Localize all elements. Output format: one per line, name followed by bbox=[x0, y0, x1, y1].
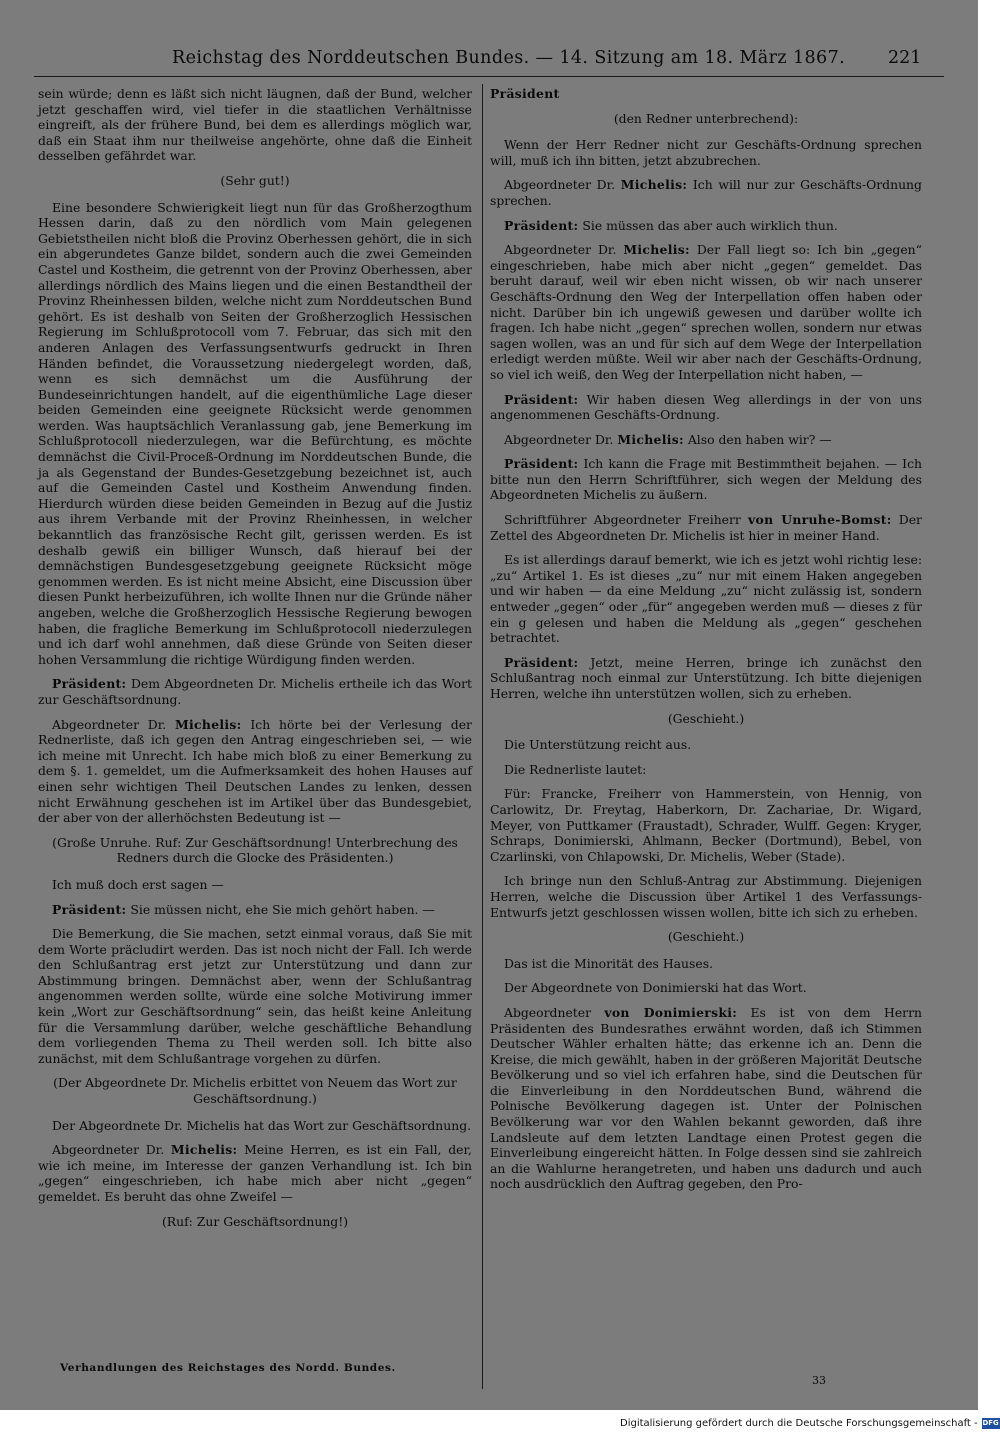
rc-p15 bbox=[490, 762, 922, 778]
speaker-name: Präsident bbox=[490, 86, 560, 101]
paragraph-text: Wenn der Herr Redner nicht zur Geschäfts-Ordnung sprechen will, muß ich ihn bitten, jetzt abzubrechen. bbox=[490, 137, 922, 168]
speaker-name: Präsident: bbox=[504, 217, 579, 233]
paragraph-text: Ich kann die Frage mit Bestimmtheit bejahen. — Ich bitte nun den Herrn Schriftführer, sich wegen der Meldung des Abgeordneten Michelis zu äußern. bbox=[490, 456, 922, 503]
rc-p11 bbox=[490, 552, 922, 646]
dfg-credit bbox=[620, 1416, 1000, 1430]
lc-p11 bbox=[38, 1118, 472, 1134]
paragraph-text: Es ist von dem Herrn Präsidenten des Bundesrathes erwähnt worden, daß ich Stimmen Deutscher Wähler erhalten hätte; das erkenne ich an. Denn die Kreise, die mich gewählt, haben in der größeren Majorität Deutsche Bevölkerung und so viel ich erfahren habe, sind die Deutschen für die Einverleibung in den Norddeutschen Bund, während die Polnische Bevölkerung dagegen ist. Unter der Polnischen Bevölkerung war vor den Wahlen bekannt geworden, daß ihre Landsleute auf dem letzten Landtage einen Protest gegen die Einverleibung eingereicht hätten. In Folge dessen sind sie zahlreich an die Wahlurne herangetreten, und haben uns dadurch und auch noch ausdrücklich den Auftrag gegeben, den Pro- bbox=[490, 1004, 922, 1192]
rc-p9 bbox=[490, 456, 922, 503]
rc-p17 bbox=[490, 873, 922, 920]
paragraph-text: Jetzt, meine Herren, bringe ich zunächst den Schlußantrag noch einmal zur Unterstützung. Ich bitte diejenigen Herren, welche ihn unterstützen wollen, sich zu erheben. bbox=[490, 654, 922, 701]
signature-mark: 33 bbox=[812, 1374, 826, 1387]
lc-p4 bbox=[38, 676, 472, 707]
dfg-logo-icon: DFG bbox=[982, 1419, 999, 1427]
lc-p8 bbox=[38, 902, 472, 918]
rc-p3 bbox=[490, 137, 922, 168]
paragraph-text: Also den haben wir? — bbox=[687, 431, 832, 447]
rc-p7 bbox=[490, 392, 922, 423]
speaker-name: Präsident: bbox=[52, 901, 127, 917]
rc-p5 bbox=[490, 218, 922, 234]
paragraph-text: (Ruf: Zur Geschäftsordnung!) bbox=[161, 1213, 349, 1229]
speaker-prefix: Abgeordneter Dr. bbox=[504, 431, 614, 447]
speaker-name: Präsident: bbox=[504, 391, 579, 407]
speaker-prefix: Abgeordneter Dr. bbox=[504, 242, 617, 258]
paragraph-text: Der Zettel des Abgeordneten Dr. Michelis ist hier in meiner Hand. bbox=[490, 512, 922, 543]
paragraph-text: (Geschieht.) bbox=[667, 710, 745, 726]
paragraph-text: Ich bringe nun den Schluß-Antrag zur Abstimmung. Diejenigen Herren, welche die Discussion über Artikel 1 des Verfassungs-Entwurfs jetzt geschlossen wissen wollen, bitte ich sich zu erheben. bbox=[490, 873, 922, 920]
speaker-name: Präsident: bbox=[504, 456, 579, 472]
paragraph-text: Es ist allerdings darauf bemerkt, wie ich es jetzt wohl richtig lese: „zu“ Artikel 1. Es ist dieses „zu“ nur mit einem Haken angegeben und wir haben — da eine Meldung „zu“ nicht zulässig ist, sondern entweder „gegen“ oder „für“ angegeben werden muß — dieses z für ein g gelesen und haben die Meldung als „gegen“ geschehen betrachtet. bbox=[490, 552, 922, 646]
speaker-prefix: Schriftführer Abgeordneter Freiherr bbox=[504, 512, 741, 528]
paragraph-text: (Geschieht.) bbox=[667, 929, 745, 945]
paragraph-text: Sie müssen das aber auch wirklich thun. bbox=[582, 217, 838, 233]
lc-p9 bbox=[38, 926, 472, 1066]
paragraph-text: Dem Abgeordneten Dr. Michelis ertheile ich das Wort zur Geschäftsordnung. bbox=[38, 676, 472, 707]
rc-p21 bbox=[490, 1005, 922, 1192]
paragraph-text: (Sehr gut!) bbox=[220, 172, 290, 188]
paragraph-text: Ich muß doch erst sagen — bbox=[52, 876, 224, 892]
paragraph-text: Wir haben diesen Weg allerdings in der von uns angenommenen Geschäfts-Ordnung. bbox=[490, 391, 922, 423]
paragraph-text: Ich will nur zur Geschäfts-Ordnung sprechen. bbox=[490, 177, 922, 208]
rc-p10 bbox=[490, 512, 922, 543]
speaker-prefix: Abgeordneter Dr. bbox=[52, 1142, 165, 1158]
rc-p20 bbox=[490, 980, 922, 996]
speaker-name: Präsident: bbox=[504, 654, 579, 670]
header-rule bbox=[34, 76, 944, 77]
speaker-name: Präsident: bbox=[52, 676, 127, 692]
rc-p14 bbox=[490, 737, 922, 753]
paragraph-text: (Große Unruhe. Ruf: Zur Geschäftsordnung! Unterbrechung des Redners durch die Glocke des Präsidenten.) bbox=[52, 834, 458, 866]
speaker-name: Michelis: bbox=[170, 1142, 238, 1158]
left-column bbox=[38, 86, 472, 1240]
rc-p12 bbox=[490, 655, 922, 702]
paragraph-text: Der Abgeordnete Dr. Michelis hat das Wort zur Geschäftsordnung. bbox=[52, 1117, 472, 1133]
lc-p7 bbox=[38, 877, 472, 893]
lc-p12 bbox=[38, 1142, 472, 1204]
rc-p2 bbox=[490, 111, 922, 127]
lc-p13 bbox=[38, 1214, 472, 1230]
paragraph-text: Für: Francke, Freiherr von Hammerstein, von Hennig, von Carlowitz, Dr. Freytag, Haberkorn, Dr. Zachariae, Dr. Wigard, Meyer, von Puttkamer (Fraustadt), Schrader, Wulff. Gegen: Kryger, Schraps, Donimierski, Ahlmann, Becker (Dortmund), Bebel, von Czarlinski, von Chlapowski, Dr. Michelis, Weber (Stade). bbox=[490, 786, 922, 864]
rc-p16 bbox=[490, 786, 922, 864]
rc-p19 bbox=[490, 956, 922, 972]
speaker-name: von Unruhe-Bomst: bbox=[748, 512, 892, 528]
column-divider bbox=[482, 84, 483, 1389]
speaker-prefix: Abgeordneter Dr. bbox=[52, 716, 167, 732]
paragraph-text: Eine besondere Schwierigkeit liegt nun für das Großherzogthum Hessen darin, daß zu den nördlich vom Main gelegenen Gebietstheilen nicht bloß die Provinz Oberhessen gehört, die in sich ein abgerundetes Ganze bildet, sondern auch die zwei Gemeinden Castel und Kostheim, die getrennt von der Provinz Oberhessen, aber allerdings nördlich des Mains liegen und die einen Bestandtheil der Provinz Rheinhessen bilden, welche nicht zum Norddeutschen Bund gehört. Es ist deshalb von Seiten der Großherzoglich Hessischen Regierung im Schlußprotocoll vom 7. Februar, das sich mit den anderen Anlagen des Verfassungsentwurfs gedruckt in Ihren Händen befindet, die Voraussetzung niedergelegt worden, daß, wenn es sich demnächst um die Ausführung der Bundeseinrichtungen handelt, auf die eigenthümliche Lage dieser beiden Gemeinden eine geeignete Rücksicht werde genommen werden. Was hauptsächlich Veranlassung gab, jene Bemerkung im Schlußprotocoll niederzulegen, war die Befürchtung, es möchte demnächst die Civil-Proceß-Ordnung im Norddeutschen Bunde, die ja als Gegenstand der Bundes-Gesetzgebung bezeichnet ist, auch auf die Gemeinden Castel und Kostheim Anwendung finden. Hierdurch würden diese beiden Gemeinden in Bezug auf die Justiz aus ihrem Verbande mit der Provinz Rheinhessen, in welcher bekanntlich das französische Recht gilt, gerissen werden. Es ist deshalb gewiß ein billiger Wunsch, daß hierauf bei der demnächstigen Bundesgesetzgebung geeignete Rücksicht möge genommen werden. Es ist nicht meine Absicht, eine Discussion über diesen Punkt herbeizuführen, ich wollte Ihnen nur die Gründe näher angeben, welche die Großherzoglich Hessische Regierung bewogen haben, die fragliche Bemerkung im Schlußprotocoll niederzulegen und ich darf wohl annehmen, daß diese Gründe von Seiten dieser hohen Versammlung die richtige Würdigung finden werden. bbox=[38, 199, 472, 667]
paragraph-text: Ich hörte bei der Verlesung der Rednerliste, daß ich gegen den Antrag eingeschrieben sei, — wie ich meine mit Unrecht. Ich habe mich bloß zu einer Bemerkung zu dem §. 1. gemeldet, um die Aufmerksamkeit des hohen Hauses auf einen sehr wichtigen Theil Deutschen Landes zu lenken, dessen nicht Erwähnung geschehen ist im Artikel über das Bundesgebiet, der aber von der allerhöchsten Bedeutung ist — bbox=[38, 716, 472, 826]
right-column bbox=[490, 86, 922, 1201]
lc-p6 bbox=[38, 835, 472, 866]
paragraph-text: (Der Abgeordnete Dr. Michelis erbittet von Neuem das Wort zur Geschäftsordnung.) bbox=[53, 1075, 457, 1107]
lc-p5 bbox=[38, 717, 472, 826]
paragraph-text: Das ist die Minorität des Hauses. bbox=[504, 955, 714, 971]
speaker-name: Michelis: bbox=[175, 716, 242, 732]
paragraph-text: Der Abgeordnete von Donimierski hat das Wort. bbox=[504, 980, 807, 996]
speaker-name: Michelis: bbox=[623, 242, 690, 258]
dfg-credit-text: Digitalisierung gefördert durch die Deutsche Forschungsgemeinschaft - bbox=[620, 1417, 978, 1429]
speaker-name: Michelis: bbox=[620, 177, 688, 193]
lc-p1 bbox=[38, 86, 472, 164]
rc-p13 bbox=[490, 711, 922, 727]
running-head bbox=[0, 48, 978, 74]
speaker-prefix: Abgeordneter Dr. bbox=[504, 177, 616, 193]
rc-p4 bbox=[490, 177, 922, 208]
speaker-name: von Donimierski: bbox=[604, 1004, 738, 1020]
rc-p6 bbox=[490, 242, 922, 382]
paragraph-text: Die Unterstützung reicht aus. bbox=[504, 737, 692, 753]
page-number: 221 bbox=[888, 48, 922, 68]
paragraph-text: Der Fall liegt so: Ich bin „gegen“ eingeschrieben, habe mich aber nicht „gegen“ gemeldet. Das beruht darauf, weil wir eben nicht wissen, ob wir nach unserer Geschäfts-Ordnung den Weg der Interpellation offen haben oder nicht. Darüber bin ich ungewiß gewesen und darüber wollte ich fragen. Ich habe nicht „gegen“ sprechen wollen, sondern nur etwas sagen wollen, was an und für sich auf dem Wege der Interpellation erledigt werden müßte. Weil wir aber nach der Geschäfts-Ordnung, so viel ich weiß, den Weg der Interpellation nicht haben, — bbox=[490, 242, 922, 382]
lc-p2 bbox=[38, 173, 472, 189]
speaker-name: Michelis: bbox=[617, 431, 684, 447]
rc-p8 bbox=[490, 432, 922, 448]
paragraph-text: Meine Herren, es ist ein Fall, der, wie ich meine, im Interesse der ganzen Verhandlung ist. Ich bin „gegen“ eingeschrieben, ich habe mich aber nicht „gegen“ gemeldet. Es beruht das ohne Zweifel — bbox=[38, 1142, 472, 1204]
lc-p10 bbox=[38, 1075, 472, 1106]
paragraph-text: Die Rednerliste lautet: bbox=[504, 761, 647, 777]
page-margin bbox=[978, 0, 1000, 1410]
rc-p1 bbox=[490, 86, 922, 102]
footer-publication-line: Verhandlungen des Reichstages des Nordd. Bundes. bbox=[60, 1362, 396, 1374]
running-head-title: Reichstag des Norddeutschen Bundes. — 14. Sitzung am 18. März 1867. bbox=[172, 48, 846, 68]
paragraph-text: Sie müssen nicht, ehe Sie mich gehört haben. — bbox=[130, 901, 435, 917]
paragraph-text: Die Bemerkung, die Sie machen, setzt einmal voraus, daß Sie mit dem Worte präcludirt werden. Das ist noch nicht der Fall. Ich werde den Schlußantrag erst jetzt zur Unterstützung und dann zur Abstimmung bringen. Demnächst aber, wenn der Schlußantrag angenommen werden sollte, würde eine solche Motivirung immer kein „Wort zur Geschäftsordnung“ sein, das heißt keine Anleitung für die Versammlung darüber, welche geschäftliche Behandlung dem vorliegenden Thema zu Theil werden soll. Ich bitte also zunächst, mit dem Schlußantrage vorgehen zu dürfen. bbox=[38, 926, 472, 1066]
lc-p3 bbox=[38, 200, 472, 668]
speaker-prefix: Abgeordneter bbox=[504, 1004, 592, 1020]
paragraph-text: sein würde; denn es läßt sich nicht läugnen, daß der Bund, welcher jetzt geschaffen wird, viel tiefer in die staatlichen Verhältnisse eingreift, als der frühere Bund, bei dem es allerdings möglich war, daß ein Staat ihm nur theilweise angehörte, ohne daß die Einheit desselben gefährdet war. bbox=[38, 86, 472, 164]
rc-p18 bbox=[490, 929, 922, 945]
paragraph-text: (den Redner unterbrechend): bbox=[613, 110, 799, 126]
